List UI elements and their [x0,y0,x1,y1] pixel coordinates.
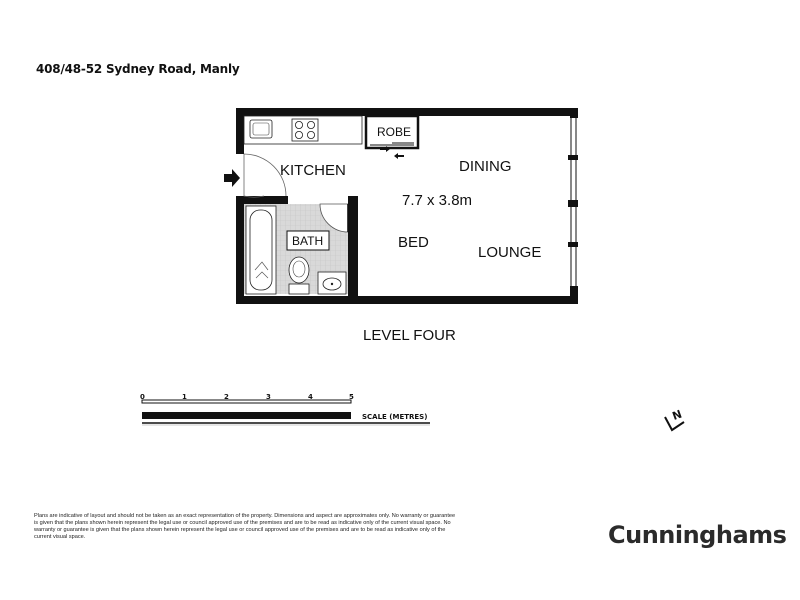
room-dimension-label: 7.7 x 3.8m [402,192,473,209]
scale-tick-4: 4 [308,393,313,401]
entry-door-swing [244,154,264,197]
scale-tick-1: 1 [182,393,187,401]
disclaimer-text: Plans are indicative of layout and should not be taken as an exact representation of the property. Dimensions and aspect are approximates only. No warranty or guarantee is given that the plans shown herein represent the legal use or council approved use of the premises and are to be read as indicative only of the current visual space. No warranty or guarantee is given that the plans shown herein represent the legal use or council approved use of the premises and are to be read as indicative only of the current visual space. [34,513,456,540]
dining-label: DINING [459,158,512,175]
north-arrow-icon [665,408,684,430]
bath-label: BATH [292,234,324,248]
scale-tick-2: 2 [224,393,229,401]
scale-bar [140,393,430,425]
bed-label: BED [398,234,429,251]
brand-logo: Cunninghams [608,521,787,549]
toilet [289,257,309,294]
scale-caption: SCALE (METRES) [362,413,428,421]
level-label: LEVEL FOUR [363,327,456,344]
scale-tick-5: 5 [349,393,354,401]
entry-arrow-icon [224,169,240,187]
scale-tick-0: 0 [140,393,145,401]
robe-label: ROBE [377,125,412,139]
scale-tick-3: 3 [266,393,271,401]
bathtub [246,206,276,294]
kitchen-bench [244,116,362,144]
vanity-basin [318,272,346,294]
kitchen-label: KITCHEN [280,162,346,179]
lounge-label: LOUNGE [478,244,542,261]
property-address: 408/48-52 Sydney Road, Manly [36,62,240,76]
north-label: N [670,407,684,423]
